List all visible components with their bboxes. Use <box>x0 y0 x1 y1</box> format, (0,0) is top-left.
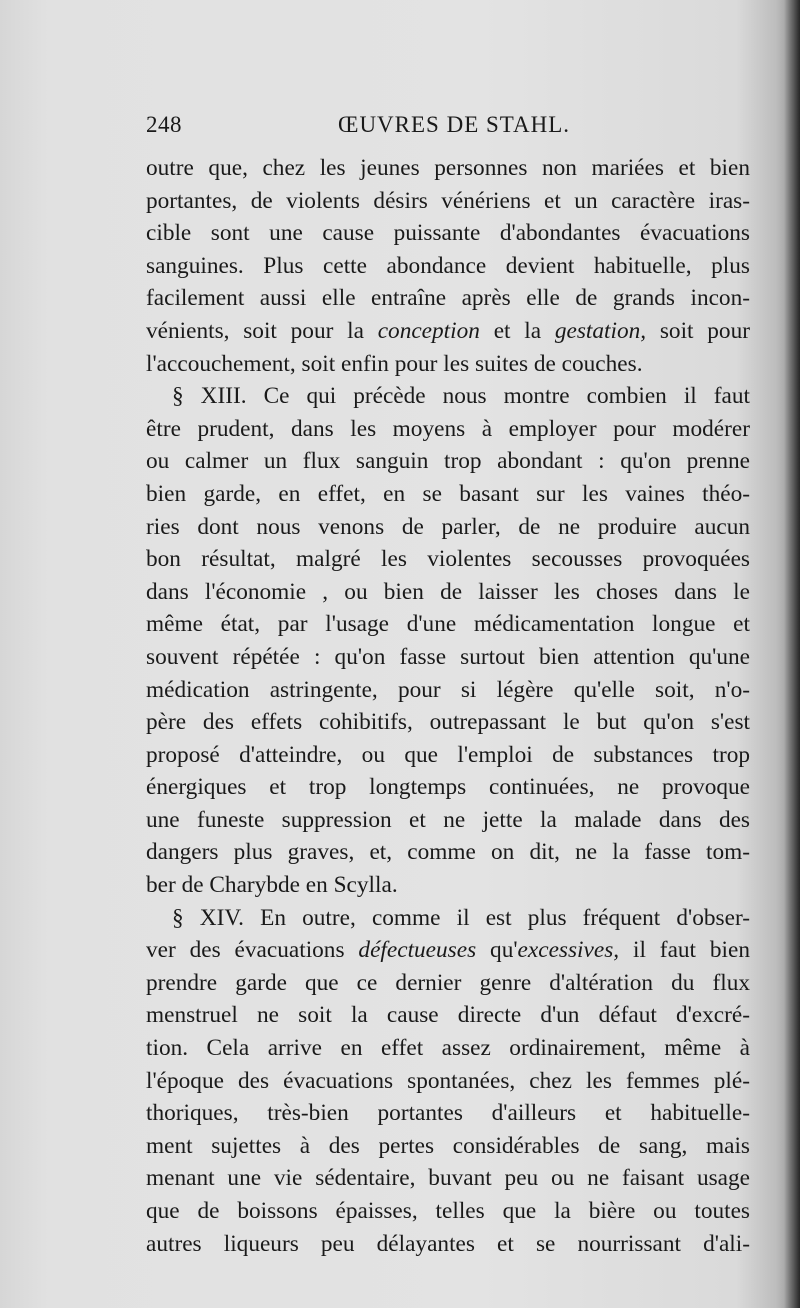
text-line: être prudent, dans les moyens à employer pour modérer <box>146 415 750 442</box>
text-line: facilement aussi elle entraîne après elle de grands incon- <box>146 285 750 312</box>
page-number: 248 <box>146 112 182 137</box>
text-line: outre que, chez les jeunes personnes non mariées et bien <box>146 155 750 181</box>
body-text <box>146 152 750 1260</box>
text-line: menstruel ne soit la cause directe d'un défaut d'excré- <box>146 1002 750 1029</box>
text-line: souvent répétée : qu'on fasse surtout bien attention qu'une <box>146 643 750 670</box>
text-line: ber de Charybde en Scylla. <box>146 872 398 899</box>
text-line: bon résultat, malgré les violentes secousses provoquées <box>146 546 750 573</box>
text-run: et la <box>493 317 542 344</box>
running-title: ŒUVRES DE STAHL. <box>338 112 571 137</box>
text-line: dangers plus graves, et, comme on dit, ne la fasse tom- <box>146 839 750 866</box>
text-line: que de boissons épaisses, telles que la bière ou toutes <box>146 1198 750 1224</box>
text-line <box>146 934 750 967</box>
text-line: une funeste suppression et ne jette la malade dans des <box>146 806 750 833</box>
text-line: cible sont une cause puissante d'abondantes évacuations <box>146 220 750 247</box>
text-line: menant une vie sédentaire, buvant peu ou ne faisant usage <box>146 1165 750 1192</box>
page-header <box>146 112 746 146</box>
text-run: ver des évacuations <box>146 937 345 964</box>
text-line: ries dont nous venons de parler, de ne produire aucun <box>146 513 750 540</box>
text-line: dans l'économie , ou bien de laisser les choses dans le <box>146 578 750 605</box>
text-line <box>146 315 750 348</box>
italic-term-excessives: excessives, <box>517 937 620 964</box>
text-line: thoriques, très-bien portantes d'ailleurs et habituelle- <box>146 1100 750 1127</box>
page-edge-shadow <box>784 0 800 1308</box>
text-line: sanguines. Plus cette abondance devient habituelle, plus <box>146 252 750 279</box>
text-line: portantes, de violents désirs vénériens et un caractère iras- <box>146 187 750 214</box>
text-run: il faut bien <box>632 937 751 964</box>
text-line: médication astringente, pour si légère qu'elle soit, n'o- <box>146 676 750 703</box>
text-run: vénients, soit pour la <box>146 317 364 344</box>
text-run: qu' <box>490 937 518 964</box>
text-line: l'accouchement, soit enfin pour les suites de couches. <box>146 350 643 377</box>
text-line: l'époque des évacuations spontanées, chez les femmes plé- <box>146 1067 750 1094</box>
text-line: prendre garde que ce dernier genre d'altération du flux <box>146 969 750 996</box>
section-xiii-start: § XIII. Ce qui précède nous montre combien il faut <box>172 383 750 410</box>
text-line: père des effets cohibitifs, outrepassant le but qu'on s'est <box>146 709 750 736</box>
italic-term-defectueuses: défectueuses <box>358 937 477 964</box>
text-line: proposé d'atteindre, ou que l'emploi de substances trop <box>146 741 750 768</box>
text-line: même état, par l'usage d'une médicamentation longue et <box>146 611 750 638</box>
italic-term-gestation: gestation, <box>554 317 647 344</box>
text-run: soit pour <box>659 317 750 344</box>
text-line: tion. Cela arrive en effet assez ordinairement, même à <box>146 1035 750 1062</box>
text-line: ment sujettes à des pertes considérables de sang, mais <box>146 1132 750 1159</box>
text-line: énergiques et trop longtemps continuées, ne provoque <box>146 774 750 801</box>
text-line: autres liqueurs peu délayantes et se nourrissant d'ali- <box>146 1230 750 1257</box>
text-line: bien garde, en effet, en se basant sur les vaines théo- <box>146 480 750 507</box>
italic-term-conception: conception <box>377 317 480 344</box>
text-line: ou calmer un flux sanguin trop abondant : qu'on prenne <box>146 448 750 475</box>
section-xiv-start: § XIV. En outre, comme il est plus fréquent d'obser- <box>172 904 750 931</box>
